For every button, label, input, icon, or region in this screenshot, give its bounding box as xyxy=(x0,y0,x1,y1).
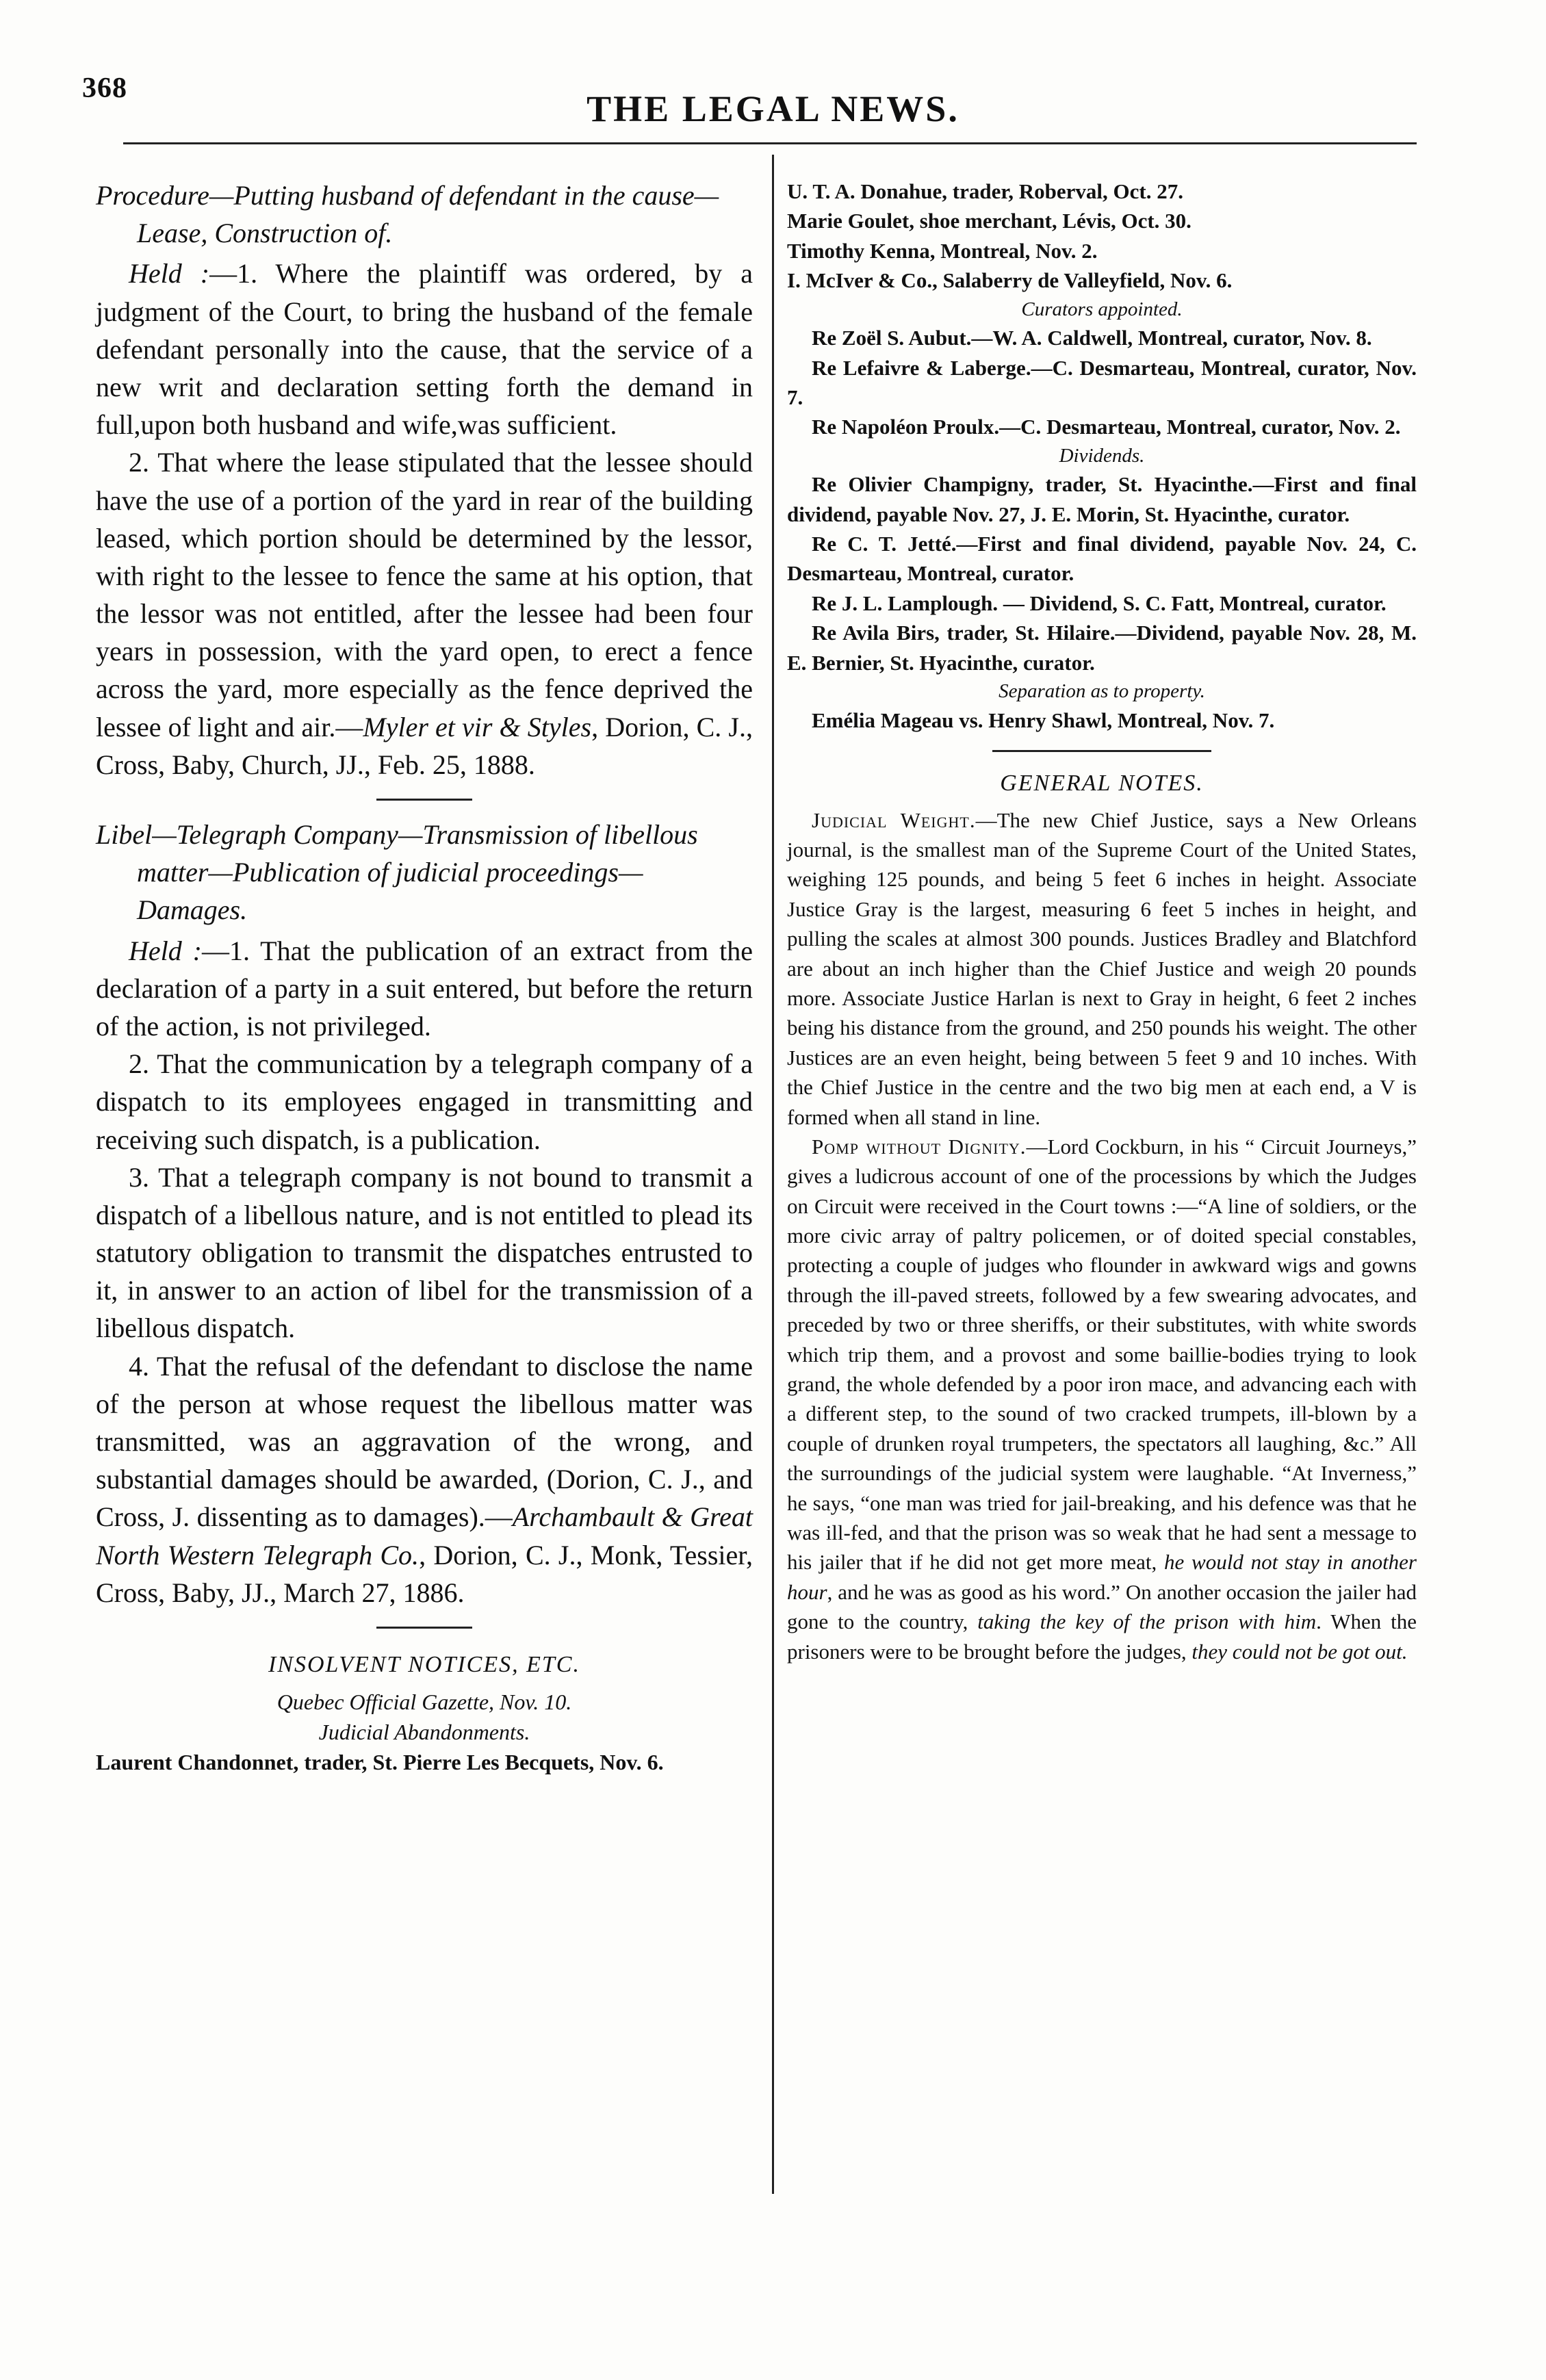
case2-held-2: 2. That the communication by a telegraph company of a dispatch to its employees engaged in transmitting and receiving such dispatch, is a publication. xyxy=(96,1048,753,1155)
case1-held-1 xyxy=(96,255,753,443)
case1-case-name: Myler et vir & Styles xyxy=(363,711,592,742)
case1-heading: Procedure—Putting husband of defendant in the cause—Lease, Construction of. xyxy=(96,180,719,249)
held-4-text: 4. That the refusal of the defendant to disclose the name of the person at whose request the libellous matter was transmitted, was an aggravation of the wrong, and substantial damages should be awarded, (Dorion, C. J., and Cross, J. dissenting as to damages).— xyxy=(96,1350,753,1533)
section-rule xyxy=(376,799,472,801)
abandonment-entry: Laurent Chandonnet, trader, St. Pierre Les Becquets, Nov. 6. xyxy=(96,1750,664,1775)
held-label: Held : xyxy=(129,935,202,966)
general-notes-title: GENERAL NOTES. xyxy=(1000,771,1204,797)
note-body: —Lord Cockburn, in his “ Circuit Journeys,” gives a ludicrous account of one of the processions by which the Judges on Circuit were received in the Court towns :—“A line of soldiers, or the more civic array of paltry policemen, or of doited special constables, protecting a couple of judges who flounder in awkward wigs and gowns through the ill-paved streets, followed by a few swearing advocates, and preceded by two or three sheriffs, or their substitutes, with white swords which trip them, and a provost and some baillie-bodies trying to look grand, the whole defended by a poor iron mace, and advancing each with a different step, to the sound of two cracked trumpets, ill-blown by a couple of drunken royal trumpeters, the spectators all laughing, &c.” All the surroundings of the judicial system were laughable. “At Inverness,” he says, “one man was tried for jail-breaking, and his defence was that he was ill-fed, and that the prison was so weak that he had sent a message to his jailer that if he did not get more meat, xyxy=(787,1134,1417,1575)
note-body: . When the prisoners were to be brought before the judges, xyxy=(787,1609,1417,1664)
note-body: , and he was as good as his word.” On another occasion the jailer had gone to the country, xyxy=(787,1579,1417,1634)
section-rule xyxy=(376,1627,472,1629)
curator-entry: Re Napoléon Proulx.—C. Desmarteau, Montreal, curator, Nov. 2. xyxy=(812,415,1401,439)
case1-citation: , Dorion, C. J., Cross, Baby, Church, JJ., Feb. 25, 1888. xyxy=(96,711,753,780)
insolvent-title: INSOLVENT NOTICES, ETC. xyxy=(268,1651,580,1677)
dividend-entry: Re Olivier Champigny, trader, St. Hyacinthe.—First and final dividend, payable Nov. 27, J. E. Morin, St. Hyacinthe, curator. xyxy=(787,472,1417,526)
abandonment-entry: I. McIver & Co., Salaberry de Valleyfield, Nov. 6. xyxy=(787,268,1233,293)
left-column xyxy=(96,177,753,1777)
held-1-text: —1. That the publication of an extract from the declaration of a party in a suit entered, but before the return of the action, is not privileged. xyxy=(96,935,753,1042)
abandonment-entry: U. T. A. Donahue, trader, Roberval, Oct. 27. xyxy=(787,179,1183,203)
case1-held-2 xyxy=(96,443,753,784)
case2-held-4 xyxy=(96,1347,753,1612)
curator-entry: Re Lefaivre & Laberge.—C. Desmarteau, Montreal, curator, Nov. 7. xyxy=(787,355,1417,409)
curators-heading: Curators appointed. xyxy=(1021,298,1183,320)
dividend-entry: Re Avila Birs, trader, St. Hilaire.—Dividend, payable Nov. 28, M. E. Bernier, St. Hyacinthe, curator. xyxy=(787,621,1417,675)
note-italic: taking the key of the prison with him xyxy=(977,1609,1317,1634)
header-rule xyxy=(123,142,1417,144)
case2-heading: Libel—Telegraph Company—Transmission of libellous matter—Publication of judicial proceedings—Damages. xyxy=(96,819,698,926)
note-lead: Pomp without Dignity. xyxy=(812,1134,1027,1159)
insolvent-source: Quebec Official Gazette, Nov. 10. xyxy=(276,1689,572,1714)
note-italic: they could not be got out. xyxy=(1191,1639,1408,1664)
section-rule xyxy=(992,750,1211,752)
held-label: Held : xyxy=(129,258,210,289)
held-2-text: 2. That where the lease stipulated that the lessee should have the use of a portion of the yard in rear of the building leased, which portion should be determined by the lessor, with right to the lessee to fence the same at his option, that the lessor was not entitled, after the lessee had been four years in possession, with the yard open, to erect a fence across the yard, more especially as the fence deprived the lessee of light and air.— xyxy=(96,447,753,742)
held-1-text: —1. Where the plaintiff was ordered, by a judgment of the Court, to bring the husband of the female defendant personally into the cause, that the service of a new writ and declaration setting forth the demand in full,upon both husband and wife,was sufficient. xyxy=(96,258,753,441)
case2-held-3: 3. That a telegraph company is not bound to transmit a dispatch of a libellous nature, and is not entitled to plead its statutory obligation to transmit the dispatches entrusted to it, in answer to an action of libel for the transmission of a libellous dispatch. xyxy=(96,1161,753,1344)
right-column xyxy=(787,177,1417,1666)
page-number: 368 xyxy=(82,73,127,104)
case2-citation: , Dorion, C. J., Monk, Tessier, Cross, Baby, JJ., March 27, 1886. xyxy=(96,1539,753,1608)
note-body: —The new Chief Justice, says a New Orleans journal, is the smallest man of the Supreme Court of the United States, weighing 125 pounds, and being 5 feet 6 inches in height. Associate Justice Gray is the largest, measuring 6 feet 5 inches in height, and pulling the scales at almost 300 pounds. Justices Bradley and Blatchford are about an inch higher than the Chief Justice and weigh 20 pounds more. Associate Justice Harlan is next to Gray in height, 6 feet 2 inches being his distance from the ground, and 250 pounds his weight. The other Justices are an even height, being between 5 feet 9 and 10 inches. With the Chief Justice in the centre and the two big men at each end, a V is formed when all stand in line. xyxy=(787,807,1417,1129)
note-lead: Judicial Weight. xyxy=(812,807,976,832)
case2-held-1 xyxy=(96,932,753,1046)
note-italic: he would not stay in another hour xyxy=(787,1550,1417,1604)
case2-case-name: Archambault & Great North Western Telegraph Co. xyxy=(96,1501,753,1570)
separation-entry: Emélia Mageau vs. Henry Shawl, Montreal, Nov. 7. xyxy=(812,708,1275,732)
dividend-entry: Re C. T. Jetté.—First and final dividend, payable Nov. 24, C. Desmarteau, Montreal, curator. xyxy=(787,532,1417,586)
running-title: THE LEGAL NEWS. xyxy=(587,88,959,129)
dividends-heading: Dividends. xyxy=(1059,444,1145,467)
note-judicial-weight xyxy=(787,805,1417,1132)
note-pomp-without-dignity xyxy=(787,1132,1417,1666)
column-divider xyxy=(772,155,774,2194)
insolvent-subhead: Judicial Abandonments. xyxy=(318,1720,530,1744)
separation-heading: Separation as to property. xyxy=(999,680,1205,703)
curator-entry: Re Zoël S. Aubut.—W. A. Caldwell, Montreal, curator, Nov. 8. xyxy=(812,326,1372,350)
abandonment-entry: Timothy Kenna, Montreal, Nov. 2. xyxy=(787,238,1098,263)
abandonment-entry: Marie Goulet, shoe merchant, Lévis, Oct. 30. xyxy=(787,209,1191,233)
dividend-entry: Re J. L. Lamplough. — Dividend, S. C. Fatt, Montreal, curator. xyxy=(812,591,1387,615)
